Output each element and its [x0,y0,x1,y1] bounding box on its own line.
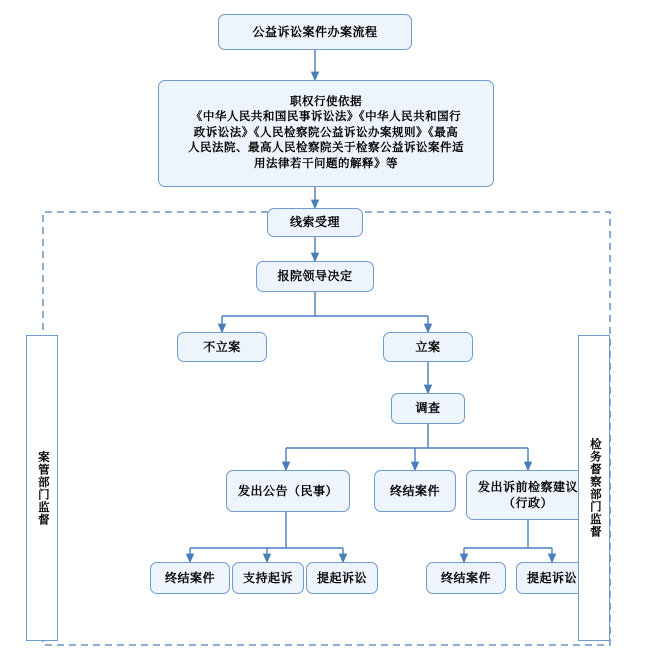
node-no-case-label: 不立案 [203,339,241,354]
node-intake [267,208,363,237]
node-close-case-right-label: 终结案件 [440,570,491,585]
basis-line-4: 人民法院、最高人民检察院关于检察公益诉讼案件适 [188,142,464,155]
side-label-right-supervision [578,335,610,641]
node-file-suit-left-label: 提起诉讼 [316,570,367,585]
node-leader-decision-label: 报院领导决定 [277,269,353,284]
node-file-suit-left [306,562,378,594]
node-pre-suit-suggestion [466,470,590,520]
node-file-case [383,332,473,362]
node-close-case-left-label: 终结案件 [164,570,215,585]
node-title-label: 公益诉讼案件办案流程 [252,24,378,39]
basis-line-3: 政诉讼法》《人民检察院公益诉讼办案规则》《最高 [193,126,459,139]
node-close-case-right [426,562,506,594]
node-file-suit-right-label: 提起诉讼 [526,570,577,585]
node-investigate [391,393,465,424]
side-label-left-text: 案管部门监督 [36,450,49,526]
node-close-case-left [150,562,230,594]
basis-line-5: 用法律若干问题的解释》等 [254,157,398,170]
node-support-suit-label: 支持起诉 [242,570,293,585]
node-public-notice-label: 发出公告（民事） [237,483,338,498]
basis-line-1: 职权行使依据 [290,95,362,108]
node-file-case-label: 立案 [415,339,441,354]
node-support-suit [232,562,304,594]
node-investigate-label: 调查 [415,401,441,416]
node-intake-label: 线索受理 [289,215,340,230]
node-close-case-mid-label: 终结案件 [389,483,440,498]
node-leader-decision [256,261,374,292]
node-no-case [177,332,267,362]
node-public-notice [226,470,350,512]
node-legal-basis [158,80,494,187]
node-pre-suit-suggestion-label: 发出诉前检察建议（行政） [477,479,578,510]
basis-line-2: 《中华人民共和国民事诉讼法》《中华人民共和国行 [190,111,462,124]
node-title [218,14,412,50]
side-label-left-supervision [26,335,58,641]
side-label-right-text: 检务督察部门监督 [588,438,601,538]
node-close-case-mid [374,470,456,512]
